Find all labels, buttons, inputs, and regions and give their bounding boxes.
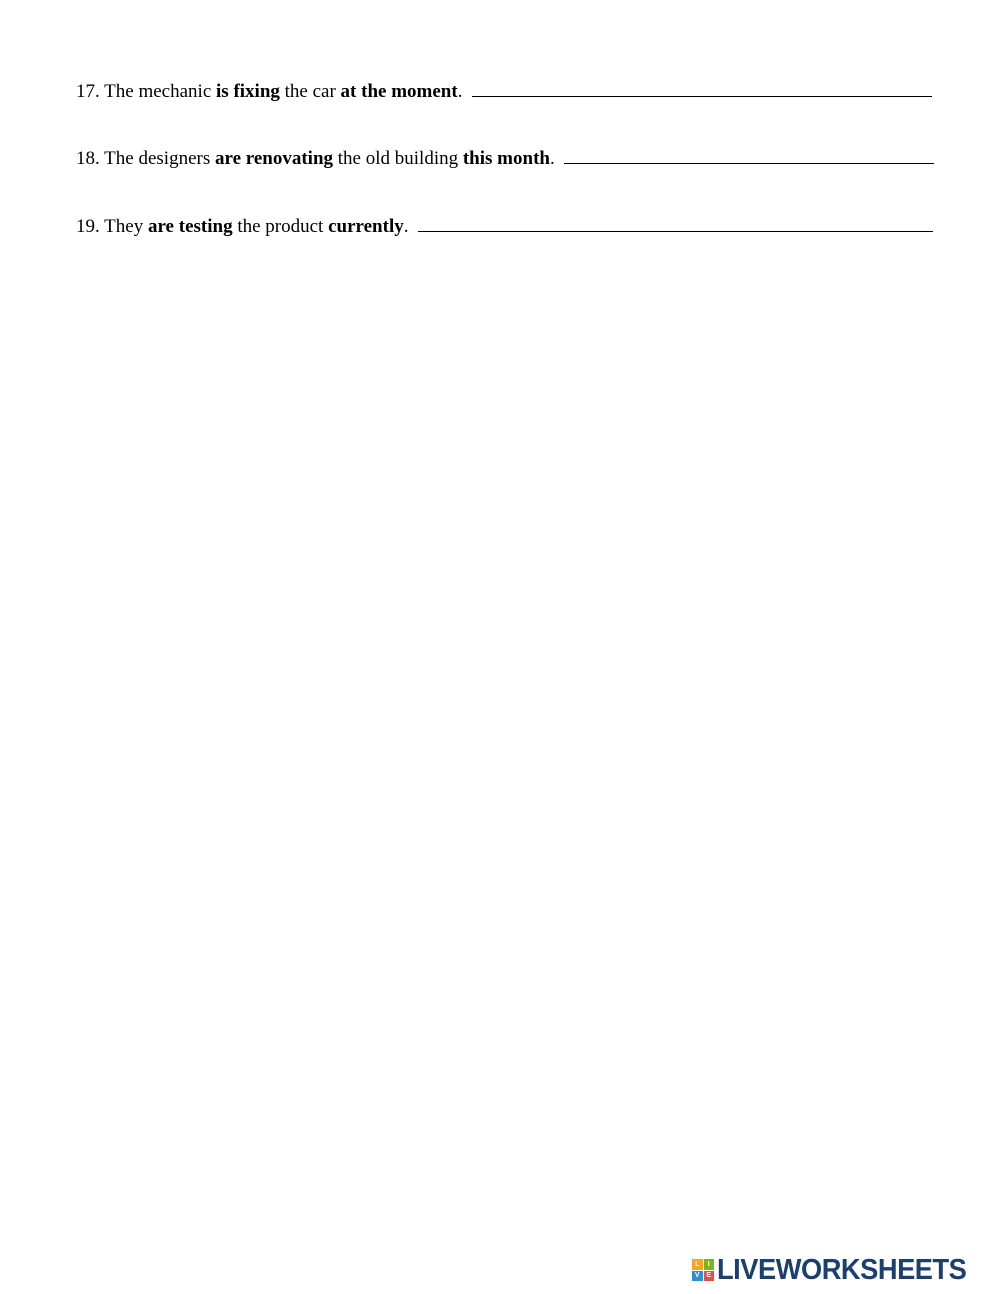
question-number: 19. xyxy=(76,216,100,237)
question-punctuation: . xyxy=(403,216,409,237)
logo-badge-tile: L xyxy=(692,1259,703,1270)
question-text: The mechanic xyxy=(104,81,217,102)
question-text: the old building xyxy=(333,148,463,169)
question-text: the product xyxy=(232,216,329,237)
logo-badge-tile: I xyxy=(704,1259,715,1270)
logo-badge-tile: V xyxy=(692,1271,703,1282)
logo-text: LIVEWORKSHEETS xyxy=(717,1254,967,1286)
question-18 xyxy=(76,146,934,171)
question-verb: are renovating xyxy=(214,148,334,169)
question-text: the car xyxy=(279,81,341,102)
question-punctuation: . xyxy=(457,81,463,102)
answer-blank[interactable] xyxy=(564,146,934,164)
question-time-expression: at the moment xyxy=(340,81,458,102)
question-19 xyxy=(76,214,933,239)
question-time-expression: currently xyxy=(328,216,404,237)
logo-badge-icon xyxy=(692,1259,714,1281)
question-verb: is fixing xyxy=(216,81,280,102)
question-time-expression: this month xyxy=(462,148,550,169)
question-number: 18. xyxy=(76,148,100,169)
liveworksheets-logo xyxy=(692,1256,982,1284)
question-verb: are testing xyxy=(147,216,233,237)
question-17 xyxy=(76,79,932,104)
question-number: 17. xyxy=(76,81,100,102)
question-text: The designers xyxy=(104,148,215,169)
answer-blank[interactable] xyxy=(418,214,933,232)
logo-badge-tile: E xyxy=(704,1271,715,1282)
answer-blank[interactable] xyxy=(472,79,932,97)
question-punctuation: . xyxy=(549,148,555,169)
question-text: They xyxy=(104,216,148,237)
